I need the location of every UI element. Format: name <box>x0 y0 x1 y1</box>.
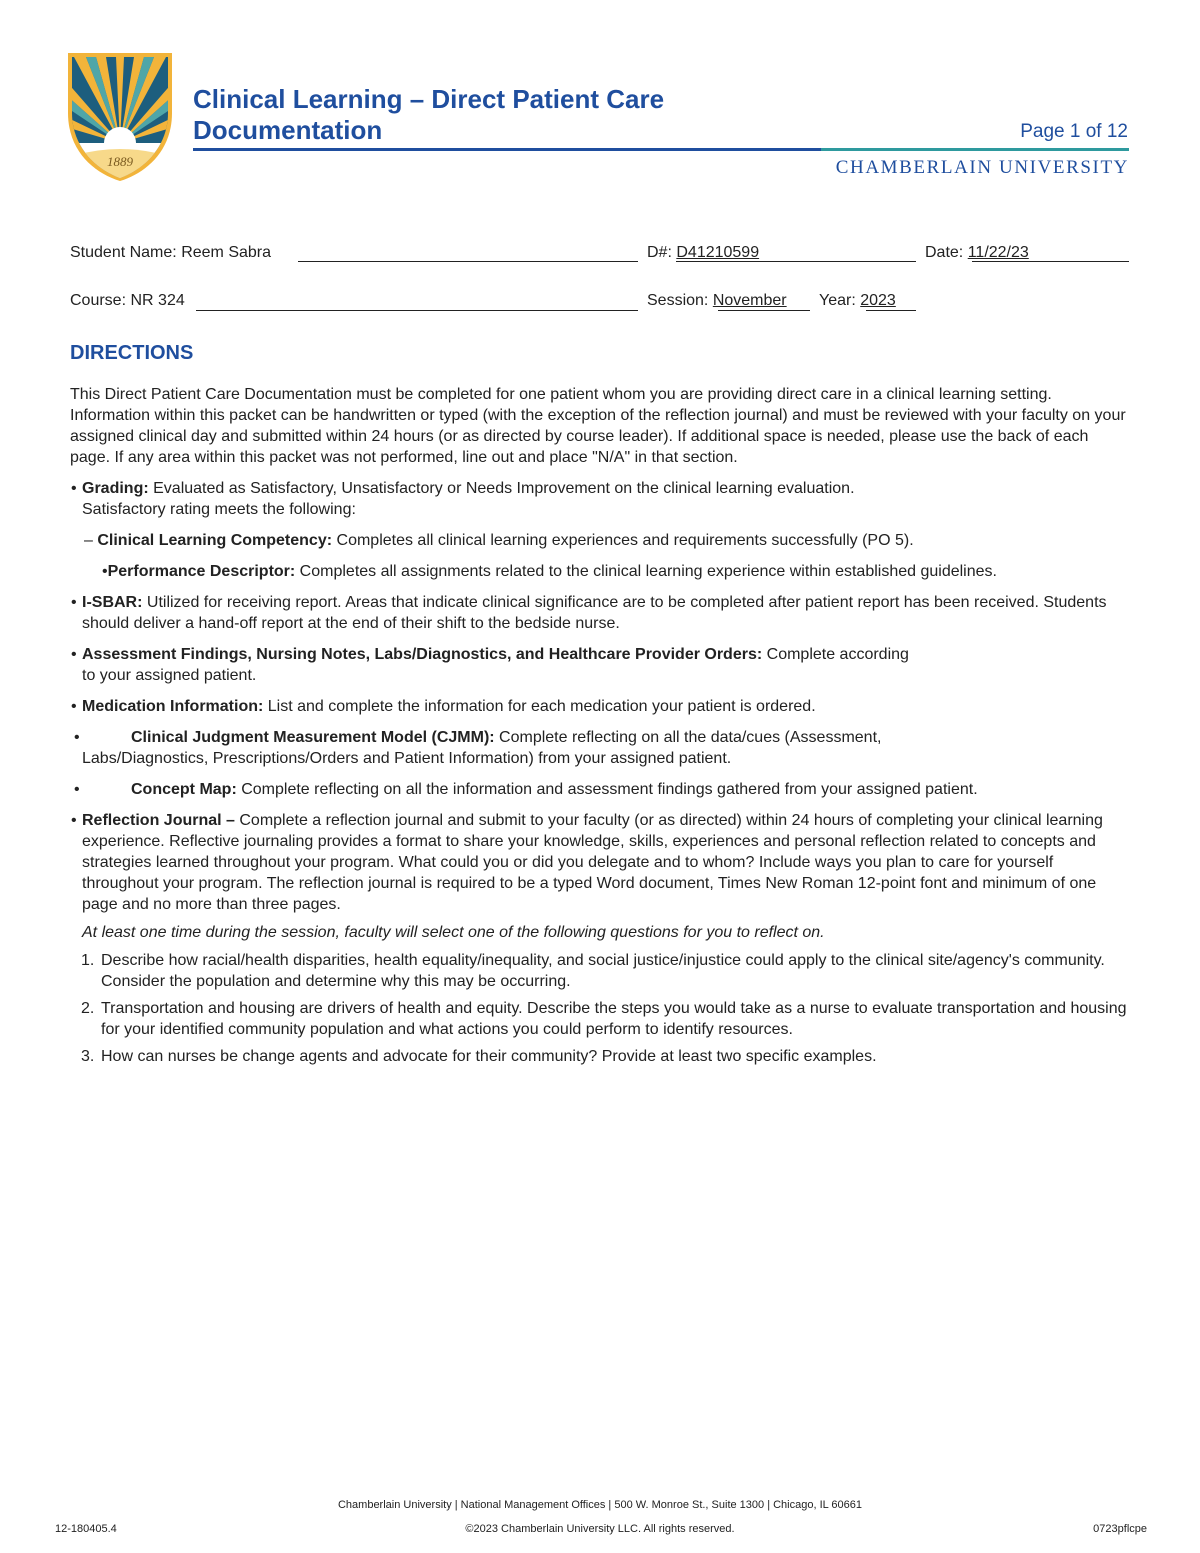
assessment-findings-item <box>70 644 1132 686</box>
bullet-icon: • <box>74 729 80 746</box>
header-rule-blue <box>193 148 821 151</box>
question-text: Describe how racial/health disparities, health equality/inequality, and social justice/injustice could apply to the clinical site/agency's community. Consider the population and determine why this may be occurring. <box>101 952 1105 990</box>
document-title-line-1: Clinical Learning – Direct Patient Care <box>193 84 665 114</box>
session-label: Session: <box>647 292 709 309</box>
session-underline <box>718 310 810 311</box>
year-field <box>819 292 896 310</box>
document-title-line-2: Documentation <box>193 115 383 145</box>
rj-label: Reflection Journal – <box>82 812 235 829</box>
logo-year: 1889 <box>107 154 133 169</box>
isbar-text: Utilized for receiving report. Areas that indicate clinical significance are to be completed after patient report has been received. Students should deliver a hand-off report at the end of their shift to the bedside nurse. <box>82 594 1107 632</box>
session-value: November <box>712 292 787 309</box>
page-indicator: Page 1 of 12 <box>1020 121 1128 142</box>
student-name-label: Student Name: <box>70 244 177 261</box>
cjmm-text-2: Labs/Diagnostics, Prescriptions/Orders and Patient Information) from your assigned patient. <box>82 750 732 767</box>
directions-intro: This Direct Patient Care Documentation must be completed for one patient whom you are providing direct care in a clinical learning setting. Information within this packet can be handwritten or typed (with the exception of the reflection journal) and must be reviewed with your faculty on your assigned clinical day and submitted within 24 hours (or as directed by course leader). If additional space is needed, please use the back of each page. If any area within this packet was not performed, line out and place "N/A" in that section. <box>70 386 1126 466</box>
diamond-bullet-icon: • <box>71 812 77 829</box>
university-wordmark: CHAMBERLAIN UNIVERSITY <box>835 157 1129 178</box>
diamond-bullet-icon: • <box>102 563 108 580</box>
footer-copyright: ©2023 Chamberlain University LLC. All rights reserved. <box>465 1523 735 1535</box>
grading-item <box>70 478 1132 520</box>
date-field <box>925 244 1029 262</box>
date-label: Date: <box>925 244 964 261</box>
question-text: How can nurses be change agents and advocate for their community? Provide at least two specific examples. <box>101 1048 877 1065</box>
student-name-value: Reem Sabra <box>181 244 272 261</box>
course-label: Course: <box>70 292 127 309</box>
course-underline <box>196 310 638 311</box>
year-value: 2023 <box>860 292 896 309</box>
grading-text-2: Satisfactory rating meets the following: <box>82 501 356 518</box>
pd-label: Performance Descriptor: <box>107 563 296 580</box>
question-text: Transportation and housing are drivers of health and equity. Describe the steps you would take as a nurse to evaluate transportation and housing for your identified community population and what actions you could perform to identify resources. <box>101 1000 1127 1038</box>
af-text-2: to your assigned patient. <box>82 667 257 684</box>
date-underline <box>972 261 1129 262</box>
med-text: List and complete the information for each medication your patient is ordered. <box>263 698 816 715</box>
cm-text: Complete reflecting on all the information and assessment findings gathered from your assigned patient. <box>236 781 978 798</box>
concept-map-item <box>70 779 1132 800</box>
footer-address: Chamberlain University | National Management Offices | 500 W. Monroe St., Suite 1300 | Chicago, IL 60661 <box>337 1499 862 1511</box>
d-number-label: D#: <box>647 244 672 261</box>
session-field <box>647 292 787 310</box>
cm-label: Concept Map: <box>131 781 237 798</box>
bullet-icon: • <box>74 781 80 798</box>
cjmm-label: Clinical Judgment Measurement Model (CJMM): <box>131 729 495 746</box>
footer-revision-code: 0723pflcpe <box>1093 1523 1147 1535</box>
question-number: 1. <box>81 952 95 969</box>
grading-label: Grading: <box>82 480 149 497</box>
af-text: Complete according <box>762 646 909 663</box>
d-number-field <box>647 244 759 262</box>
diamond-bullet-icon: • <box>71 594 77 611</box>
diamond-bullet-icon: • <box>71 646 77 663</box>
reflection-journal-item <box>70 810 1132 915</box>
reflection-questions-intro: At least one time during the session, faculty will select one of the following questions for you to reflect on. <box>82 924 825 941</box>
isbar-label: I-SBAR: <box>82 594 143 611</box>
cjmm-item <box>70 727 1132 769</box>
university-crest-logo <box>66 51 174 181</box>
pd-text: Completes all assignments related to the clinical learning experience within established guidelines. <box>295 563 997 580</box>
dash-bullet-icon: – <box>84 532 98 549</box>
course-value: NR 324 <box>130 292 185 309</box>
med-label: Medication Information: <box>82 698 264 715</box>
reflection-question-1 <box>70 950 1132 992</box>
student-name-field <box>70 244 271 262</box>
clc-label: Clinical Learning Competency: <box>97 532 333 549</box>
diamond-bullet-icon: • <box>71 698 77 715</box>
question-number: 3. <box>81 1048 95 1065</box>
af-label: Assessment Findings, Nursing Notes, Labs/Diagnostics, and Healthcare Provider Orders: <box>82 646 763 663</box>
reflection-question-2 <box>70 998 1132 1040</box>
directions-heading: DIRECTIONS <box>70 342 194 364</box>
header-rule-teal <box>821 148 1129 151</box>
d-number-underline <box>676 261 916 262</box>
footer-document-id: 12-180405.4 <box>55 1523 117 1535</box>
clinical-learning-competency-item <box>70 530 1132 551</box>
clc-text: Completes all clinical learning experiences and requirements successfully (PO 5). <box>332 532 914 549</box>
course-field <box>70 292 185 310</box>
d-number-value: D41210599 <box>676 244 760 261</box>
directions-body <box>70 384 1132 1067</box>
student-name-underline <box>298 261 638 262</box>
diamond-bullet-icon: • <box>71 480 77 497</box>
date-value: 11/22/23 <box>967 244 1029 261</box>
document-title <box>193 84 664 146</box>
medication-information-item <box>70 696 1132 717</box>
year-label: Year: <box>819 292 856 309</box>
question-number: 2. <box>81 1000 95 1017</box>
isbar-item <box>70 592 1132 634</box>
grading-text: Evaluated as Satisfactory, Unsatisfactory or Needs Improvement on the clinical learning evaluation. <box>148 480 855 497</box>
performance-descriptor-item <box>70 561 1132 582</box>
reflection-question-3 <box>70 1046 1132 1067</box>
rj-text: Complete a reflection journal and submit to your faculty (or as directed) within 24 hours of completing your clinical learning experience. Reflective journaling provides a format to share your knowledge, skills, experiences and personal reflection related to concepts and strategies learned throughout your program. What could you or did you delegate and to whom? Include ways you plan to care for yourself throughout your program. The reflection journal is required to be a typed Word document, Times New Roman 12-point font and minimum of one page and no more than three pages. <box>82 812 1103 913</box>
cjmm-text: Complete reflecting on all the data/cues (Assessment, <box>494 729 882 746</box>
year-underline <box>866 310 916 311</box>
